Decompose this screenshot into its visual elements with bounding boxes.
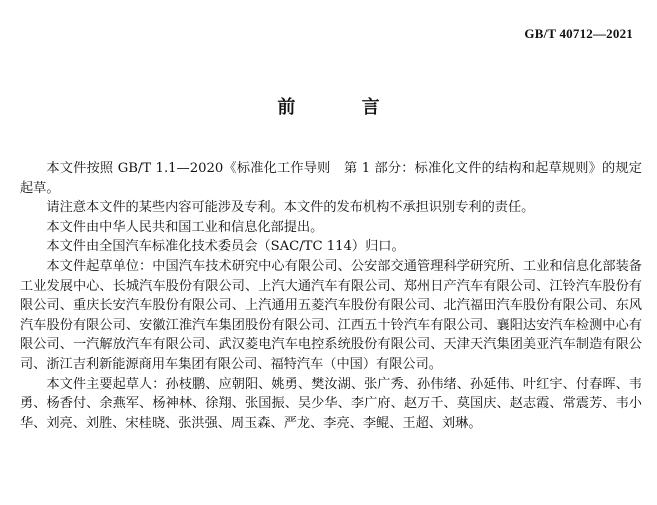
paragraph-committee: 本文件由全国汽车标准化技术委员会（SAC/TC 114）归口。	[46, 239, 405, 255]
foreword-body	[20, 159, 642, 433]
paragraph-drafters: 本文件主要起草人：孙枝鹏、应朝阳、姚勇、樊汝湖、张广秀、孙伟绪、孙延伟、叶红宇、付春晖、韦勇、杨香付、余燕军、杨神林、徐翔、张国振、吴少华、李广府、赵万千、莫国庆、赵志霞、常震芳、韦小华、刘亮、刘胜、宋桂晓、张洪强、周玉森、严龙、李亮、李鲲、王超、刘琳。	[20, 376, 642, 431]
page-title: 前 言	[277, 97, 410, 118]
paragraph-patent-notice: 请注意本文件的某些内容可能涉及专利。本文件的发布机构不承担识别专利的责任。	[46, 200, 535, 216]
standard-number: GB/T 40712—2021	[524, 26, 633, 41]
paragraph-proposer: 本文件由中华人民共和国工业和信息化部提出。	[46, 219, 324, 235]
paragraph-drafting-rules: 本文件按照 GB/T 1.1—2020《标准化工作导则 第 1 部分：标准化文件的结构和起草规则》的规定起草。	[20, 161, 642, 196]
paragraph-drafting-organizations: 本文件起草单位：中国汽车技术研究中心有限公司、公安部交通管理科学研究所、工业和信息化部装备工业发展中心、长城汽车股份有限公司、上汽大通汽车有限公司、郑州日产汽车有限公司、江铃汽车股份有限公司、重庆长安汽车股份有限公司、上汽通用五菱汽车股份有限公司、北汽福田汽车股份有限公司、东风汽车股份有限公司、安徽江淮汽车集团股份有限公司、江西五十铃汽车有限公司、襄阳达安汽车检测中心有限公司、一汽解放汽车有限公司、武汉菱电汽车电控系统股份有限公司、天津天汽集团美亚汽车制造有限公司、浙江吉利新能源商用车集团有限公司、福特汽车（中国）有限公司。	[20, 258, 642, 372]
